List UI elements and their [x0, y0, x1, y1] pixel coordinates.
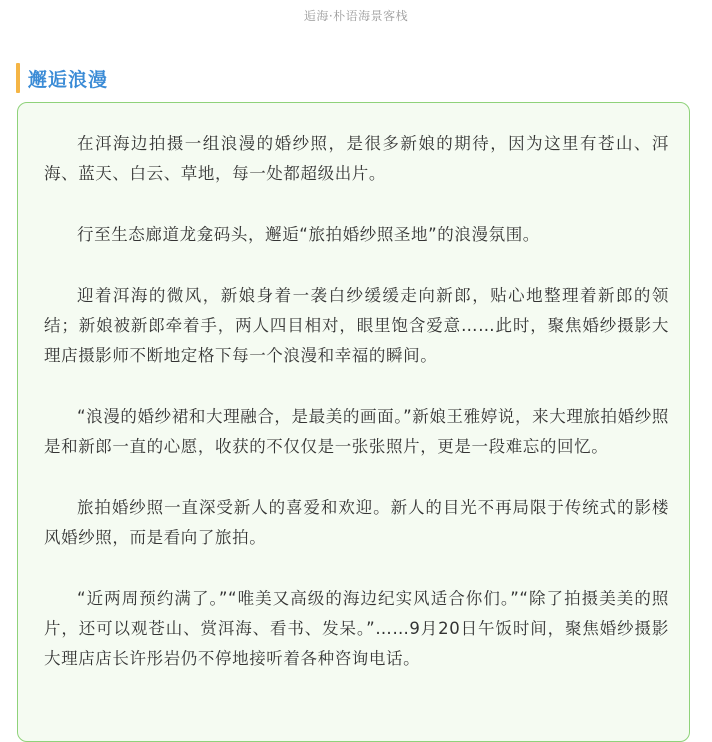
paragraph-3: 迎着洱海的微风，新娘身着一袭白纱缓缓走向新郎，贴心地整理着新郎的领结；新娘被新郎牵着手，两人四目相对，眼里饱含爱意……此时，聚焦婚纱摄影大理店摄影师不断地定格下每一个浪漫和幸福的瞬间。 [44, 286, 669, 365]
paragraph-4: “浪漫的婚纱裙和大理融合，是最美的画面。”新娘王雅婷说，来大理旅拍婚纱照是和新郎一直的心愿，收获的不仅仅是一张张照片，更是一段难忘的回忆。 [44, 407, 669, 456]
image-caption: 逅海·朴语海景客栈 [303, 9, 409, 23]
paragraph-1: 在洱海边拍摄一组浪漫的婚纱照，是很多新娘的期待，因为这里有苍山、洱海、蓝天、白云、草地，每一处都超级出片。 [44, 134, 669, 183]
article-card [17, 102, 690, 742]
paragraph-5: 旅拍婚纱照一直深受新人的喜爱和欢迎。新人的目光不再局限于传统式的影楼风婚纱照，而是看向了旅拍。 [44, 498, 669, 547]
heading-accent-bar [16, 63, 20, 93]
paragraph-6: “近两周预约满了。”“唯美又高级的海边纪实风适合你们。”“除了拍摄美美的照片，还可以观苍山、赏洱海、看书、发呆。”……9月20日午饭时间，聚焦婚纱摄影大理店店长许彤岩仍不停地接听着各种咨询电话。 [44, 589, 669, 668]
paragraph-2: 行至生态廊道龙龛码头，邂逅“旅拍婚纱照圣地”的浪漫氛围。 [77, 225, 540, 244]
section-heading [16, 63, 108, 93]
section-title: 邂逅浪漫 [28, 68, 109, 91]
